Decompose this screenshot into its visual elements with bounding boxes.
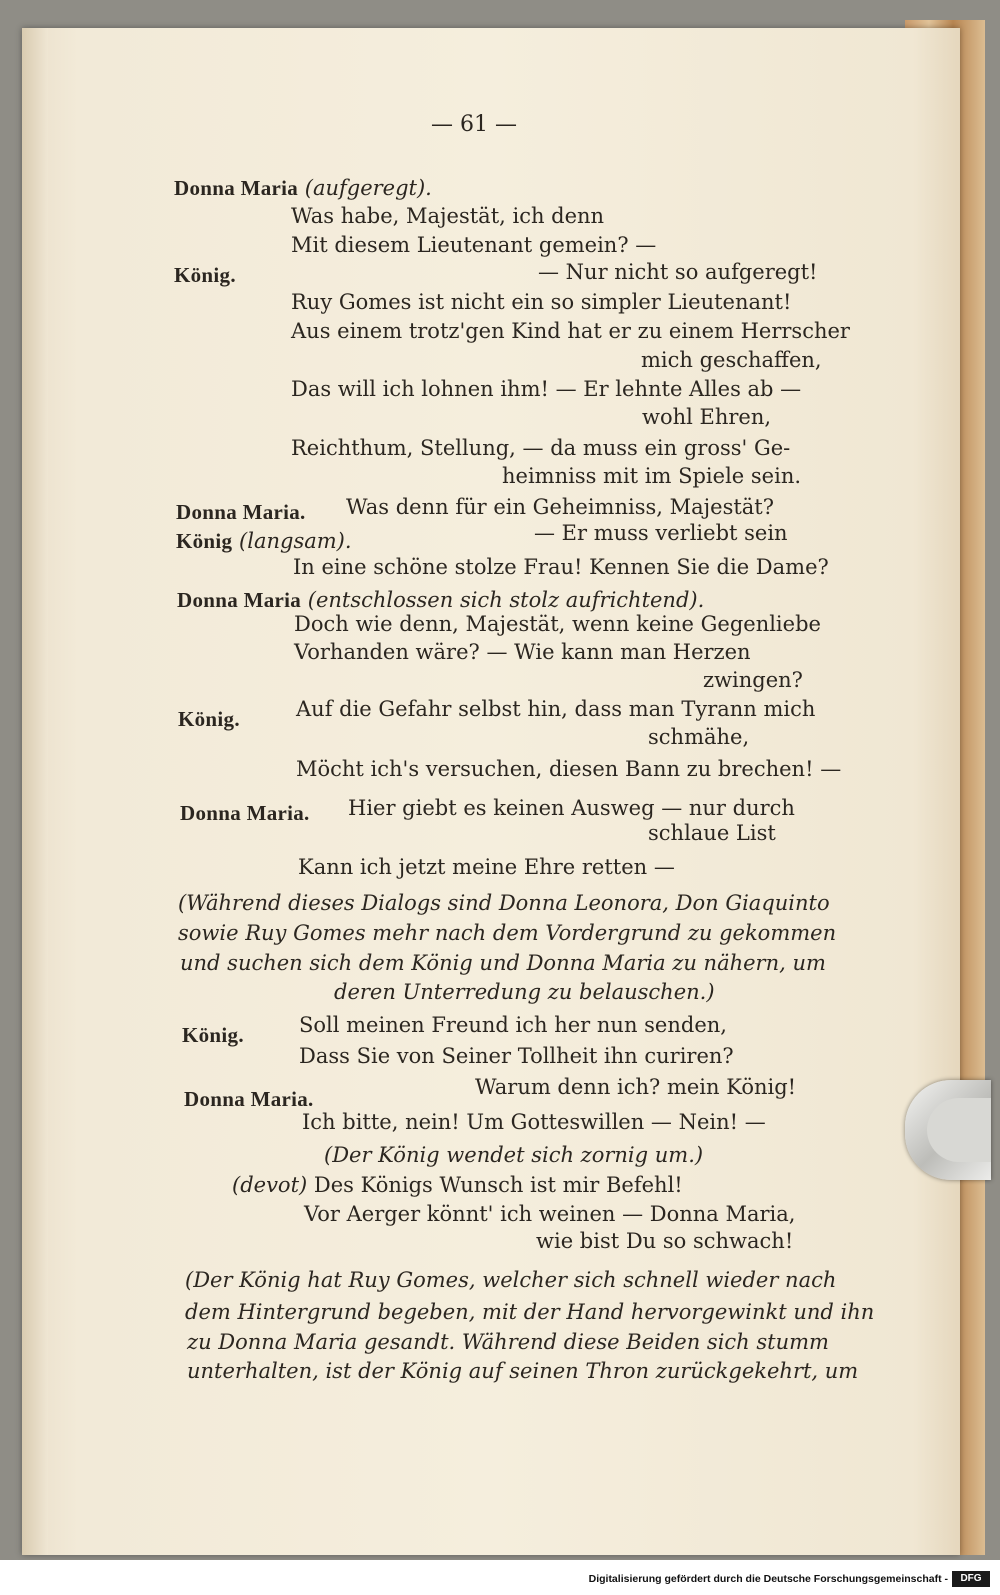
speaker-name: Donna Maria.	[180, 801, 310, 825]
verse-line: Soll meinen Freund ich her nun senden,	[299, 1013, 727, 1037]
verse-line: Was habe, Majestät, ich denn	[291, 204, 605, 228]
line	[174, 176, 432, 200]
stage-direction: (Der König wendet sich zornig um.)	[324, 1143, 704, 1167]
line	[232, 1173, 683, 1197]
verse-line: — Er muss verliebt sein	[534, 521, 788, 545]
verse-line: wohl Ehren,	[642, 405, 772, 429]
speaker-name: König.	[178, 707, 240, 731]
stage-direction: (aufgeregt).	[304, 176, 432, 200]
verse-line: Kann ich jetzt meine Ehre retten —	[298, 855, 675, 879]
speaker-name: König.	[174, 263, 236, 287]
line	[176, 529, 352, 553]
stage-direction: (entschlossen sich stolz aufrichtend).	[307, 588, 705, 612]
funding-note: Digitalisierung gefördert durch die Deutsche Forschungsgemeinschaft -	[588, 1573, 948, 1585]
book-page	[22, 28, 960, 1555]
stage-direction: sowie Ruy Gomes mehr nach dem Vordergrund zu gekommen	[178, 921, 837, 945]
verse-line: In eine schöne stolze Frau! Kennen Sie die Dame?	[293, 555, 829, 579]
verse-line: Das will ich lohnen ihm! — Er lehnte Alles ab —	[291, 377, 802, 401]
verse-text: Des Königs Wunsch ist mir Befehl!	[313, 1173, 683, 1197]
verse-line: Vorhanden wäre? — Wie kann man Herzen	[294, 640, 751, 664]
stage-direction: zu Donna Maria gesandt. Während diese Beiden sich stumm	[187, 1330, 829, 1354]
verse-line: Dass Sie von Seiner Tollheit ihn curiren?	[299, 1044, 734, 1068]
footer	[0, 1560, 1000, 1595]
verse-line: schmähe,	[648, 725, 750, 749]
stage-direction: (devot)	[232, 1173, 308, 1197]
book-spine	[22, 28, 48, 1555]
verse-line: mich geschaffen,	[641, 348, 822, 372]
verse-line: Doch wie denn, Majestät, wenn keine Gegenliebe	[294, 612, 821, 636]
stage-direction: (Der König hat Ruy Gomes, welcher sich schnell wieder nach	[185, 1268, 837, 1292]
verse-line: Ruy Gomes ist nicht ein so simpler Lieutenant!	[291, 290, 792, 314]
line	[177, 588, 704, 612]
verse-line: Reichthum, Stellung, — da muss ein gross' Ge-	[291, 436, 791, 460]
stage-direction: deren Unterredung zu belauschen.)	[334, 980, 715, 1004]
verse-line: Mit diesem Lieutenant gemein? —	[291, 233, 657, 257]
dfg-logo: DFG	[952, 1571, 990, 1587]
verse-line: Hier giebt es keinen Ausweg — nur durch	[348, 796, 795, 820]
verse-line: heimniss mit im Spiele sein.	[502, 464, 802, 488]
stage-direction: dem Hintergrund begeben, mit der Hand hervorgewinkt und ihn	[185, 1300, 875, 1324]
verse-line: Vor Aerger könnt' ich weinen — Donna Maria,	[304, 1202, 796, 1226]
speaker-name: König.	[182, 1023, 244, 1047]
stage-direction: (langsam).	[239, 529, 352, 553]
verse-line: Warum denn ich? mein König!	[475, 1075, 797, 1099]
speaker-name: Donna Maria.	[184, 1087, 314, 1111]
stage-direction: (Während dieses Dialogs sind Donna Leonora, Don Giaquinto	[178, 891, 830, 915]
stage-direction: und suchen sich dem König und Donna Maria zu nähern, um	[180, 951, 826, 975]
verse-line: — Nur nicht so aufgeregt!	[538, 260, 818, 284]
stage-direction: unterhalten, ist der König auf seinen Thron zurückgekehrt, um	[187, 1359, 859, 1383]
verse-line: Was denn für ein Geheimniss, Majestät?	[346, 495, 775, 519]
speaker-name: Donna Maria.	[176, 500, 306, 524]
page-clip	[905, 1080, 991, 1180]
verse-line: Auf die Gefahr selbst hin, dass man Tyrann mich	[296, 697, 816, 721]
speaker-name: Donna Maria	[174, 176, 299, 200]
verse-line: Möcht ich's versuchen, diesen Bann zu brechen! —	[296, 757, 842, 781]
speaker-name: König	[176, 529, 233, 553]
verse-line: Ich bitte, nein! Um Gotteswillen — Nein! —	[302, 1110, 766, 1134]
page-number: — 61 —	[431, 112, 517, 137]
speaker-name: Donna Maria	[177, 588, 302, 612]
verse-line: zwingen?	[703, 668, 803, 692]
verse-line: wie bist Du so schwach!	[536, 1229, 794, 1253]
verse-line: Aus einem trotz'gen Kind hat er zu einem Herrscher	[291, 319, 850, 343]
verse-line: schlaue List	[648, 821, 776, 845]
